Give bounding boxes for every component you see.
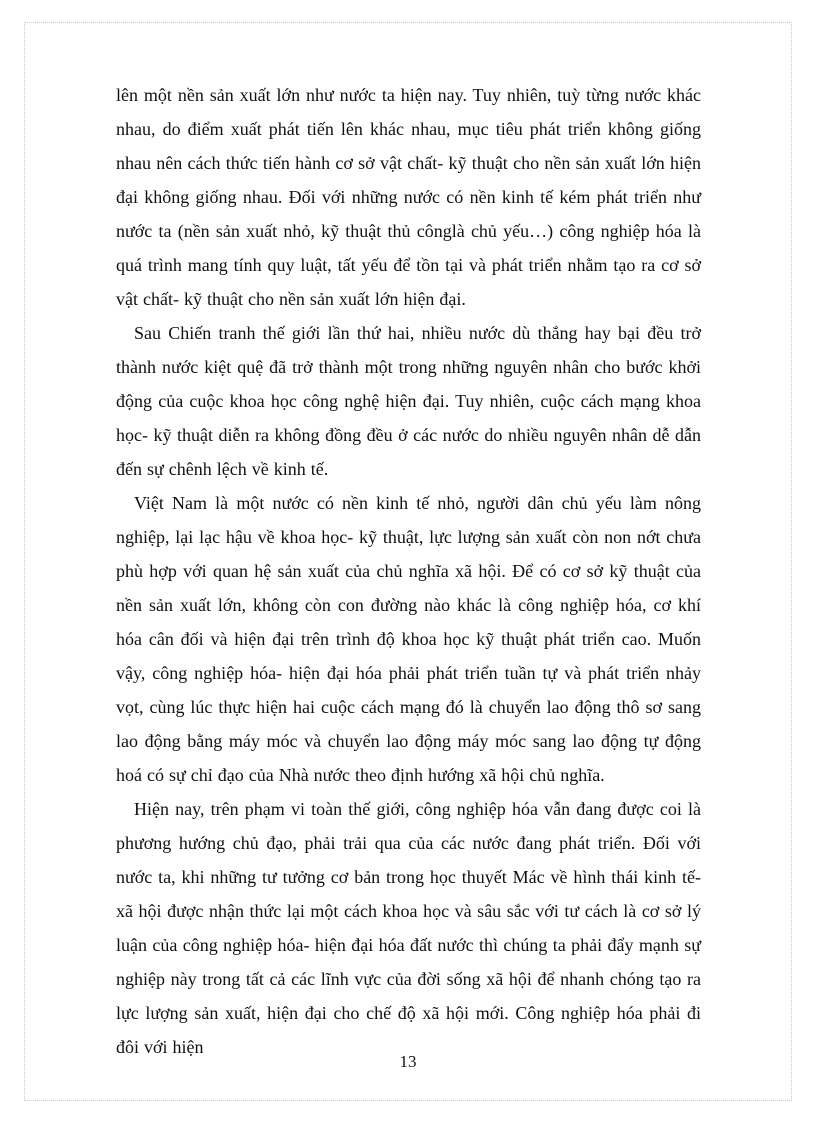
page-number: 13 [399, 1052, 417, 1071]
paragraph-world-war: Sau Chiến tranh thế giới lần thứ hai, nhiều nước dù thắng hay bại đều trở thành nước kiệt quệ đã trở thành một trong những nguyên nhân cho bước khởi động của cuộc khoa học công nghệ hiện đại. Tuy nhiên, cuộc cách mạng khoa học- kỹ thuật diễn ra không đồng đều ở các nước do nhiều nguyên nhân dễ dẫn đến sự chênh lệch về kinh tế. [116, 323, 701, 479]
paragraph-continuation: lên một nền sản xuất lớn như nước ta hiện nay. Tuy nhiên, tuỳ từng nước khác nhau, do điểm xuất phát tiến lên khác nhau, mục tiêu phát triển không giống nhau nên cách thức tiến hành cơ sở vật chất- kỹ thuật cho nền sản xuất lớn hiện đại không giống nhau. Đối với những nước có nền kinh tế kém phát triển như nước ta (nền sản xuất nhỏ, kỹ thuật thủ cônglà chủ yếu…) công nghiệp hóa là quá trình mang tính quy luật, tất yếu để tồn tại và phát triển nhằm tạo ra cơ sở vật chất- kỹ thuật cho nền sản xuất lớn hiện đại. [116, 85, 701, 309]
document-body [116, 78, 701, 1064]
paragraph-vietnam-economy: Việt Nam là một nước có nền kinh tế nhỏ, người dân chủ yếu làm nông nghiệp, lại lạc hậu về khoa học- kỹ thuật, lực lượng sản xuất còn non nớt chưa phù hợp với quan hệ sản xuất của chủ nghĩa xã hội. Để có cơ sở kỹ thuật của nền sản xuất lớn, không còn con đường nào khác là công nghiệp hóa, cơ khí hóa cân đối và hiện đại trên trình độ khoa học kỹ thuật phát triển cao. Muốn vậy, công nghiệp hóa- hiện đại hóa phải phát triển tuần tự và phát triển nhảy vọt, cùng lúc thực hiện hai cuộc cách mạng đó là chuyển lao động thô sơ sang lao động bằng máy móc và chuyển lao động máy móc sang lao động tự động hoá có sự chỉ đạo của Nhà nước theo định hướng xã hội chủ nghĩa. [116, 493, 701, 785]
paragraph-industrialization: Hiện nay, trên phạm vi toàn thế giới, công nghiệp hóa vẫn đang được coi là phương hướng chủ đạo, phải trải qua của các nước đang phát triển. Đối với nước ta, khi những tư tưởng cơ bản trong học thuyết Mác về hình thái kinh tế- xã hội được nhận thức lại một cách khoa học và sâu sắc với tư cách là cơ sở lý luận của công nghiệp hóa- hiện đại hóa đất nước thì chúng ta phải đẩy mạnh sự nghiệp này trong tất cả các lĩnh vực của đời sống xã hội để nhanh chóng tạo ra lực lượng sản xuất, hiện đại cho chế độ xã hội mới. Công nghiệp hóa phải đi đôi với hiện [116, 799, 701, 1057]
